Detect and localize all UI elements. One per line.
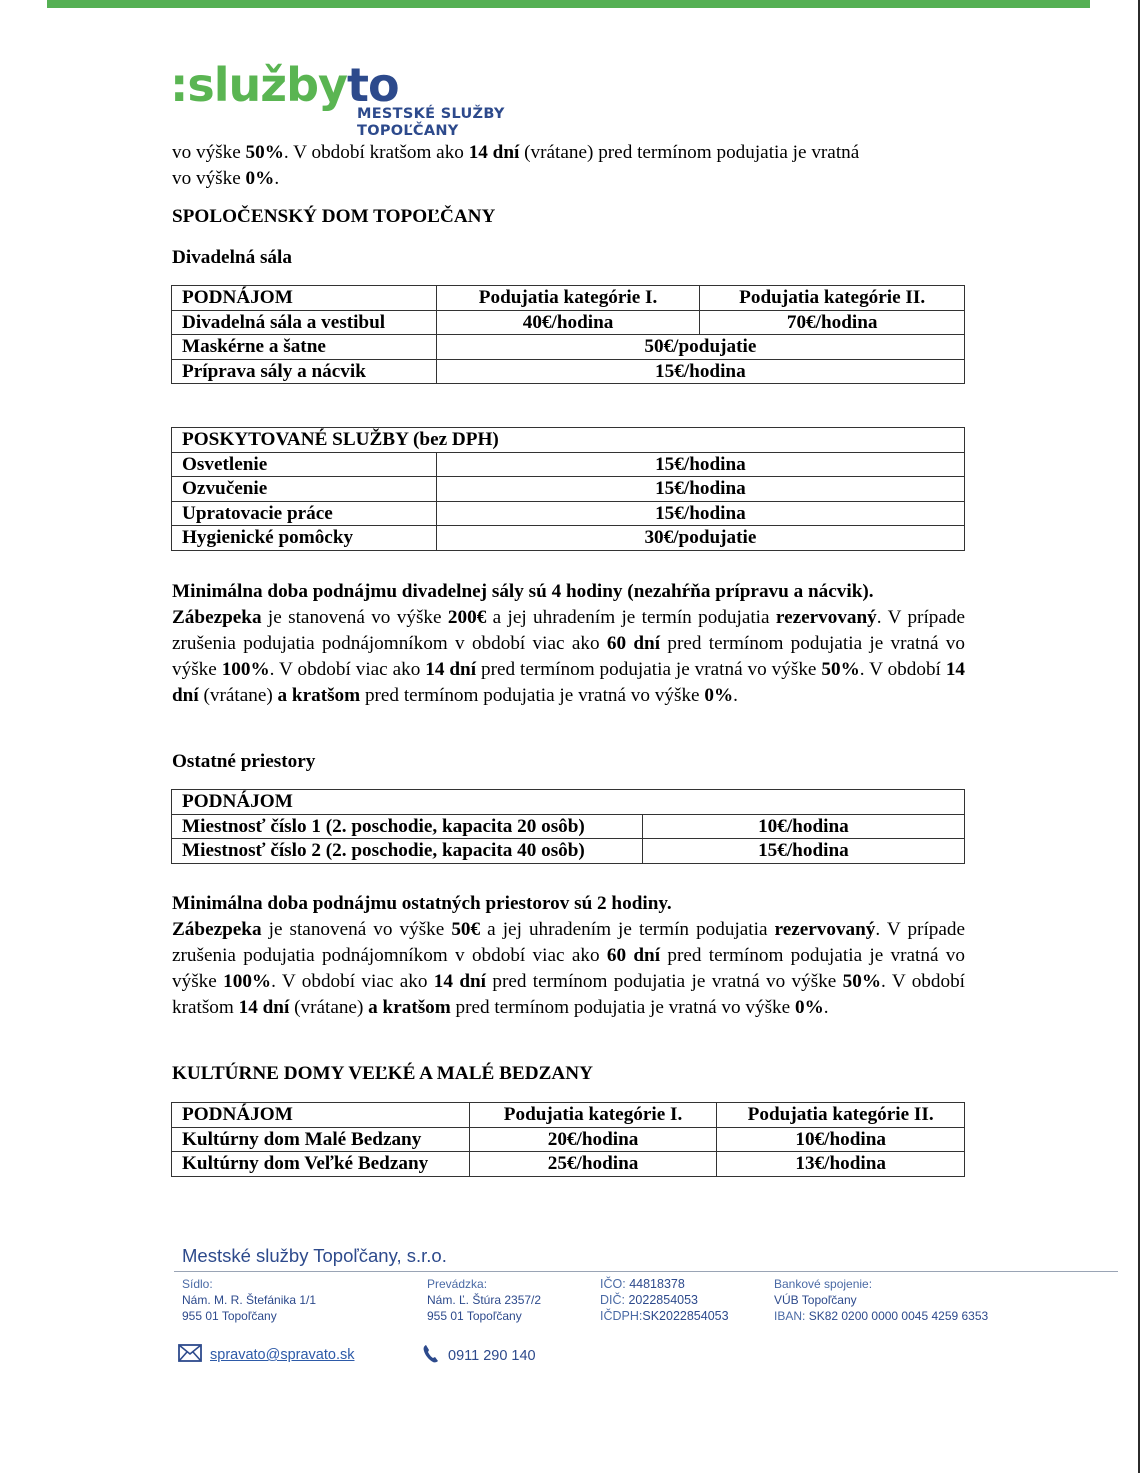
- row-name: Osvetlenie: [172, 452, 437, 477]
- price: 30€/podujatie: [436, 526, 964, 551]
- row-name: Miestnosť číslo 2 (2. poschodie, kapacita 40 osôb): [172, 839, 643, 864]
- footer-ids: IČO: 44818378 DIČ: 2022854053 IČDPH:SK2022854053: [600, 1277, 729, 1323]
- price: 15€/hodina: [436, 477, 964, 502]
- table-row: [172, 359, 965, 384]
- header-cell: Podujatia kategórie II.: [717, 1103, 965, 1128]
- theatre-terms-paragraph: Minimálna doba podnájmu divadelnej sály sú 4 hodiny (nezahŕňa prípravu a nácvik). Zábezpeka je stanovená vo výške 200€ a jej uhradením je termín podujatia rezervovaný. V prípade zrušenia podujatia podnájomníkom v období viac ako 60 dní pred termínom podujatia je vratná vo výške 100%. V období viac ako 14 dní pred termínom podujatia je vratná vo výške 50%. V období 14 dní (vrátane) a kratšom pred termínom podujatia je vratná vo výške 0%.: [172, 581, 965, 706]
- header-cell: Podujatia kategórie I.: [436, 286, 700, 311]
- row-name: Maskérne a šatne: [172, 335, 437, 360]
- subtitle-ostatne-priestory: Ostatné priestory: [172, 751, 316, 772]
- envelope-icon: [178, 1344, 202, 1366]
- row-name: Hygienické pomôcky: [172, 526, 437, 551]
- table-row: [172, 452, 965, 477]
- min-rental-text: Minimálna doba podnájmu divadelnej sály sú 4 hodiny (nezahŕňa prípravu a nácvik).: [172, 581, 874, 602]
- price: 15€/hodina: [436, 452, 964, 477]
- table-header-row: [172, 428, 965, 453]
- rental-table-bedzany: [171, 1102, 965, 1177]
- table-row: [172, 839, 965, 864]
- table-row: [172, 501, 965, 526]
- row-name: Kultúrny dom Malé Bedzany: [172, 1127, 470, 1152]
- table-header-row: [172, 790, 965, 815]
- logo-sub-line2: TOPOĽČANY: [357, 123, 459, 139]
- row-name: Upratovacie práce: [172, 501, 437, 526]
- table-row: [172, 814, 965, 839]
- logo-sub-line1: MESTSKÉ SLUŽBY: [357, 106, 505, 122]
- row-name: Kultúrny dom Veľké Bedzany: [172, 1152, 470, 1177]
- footer-phone: [422, 1344, 536, 1368]
- row-name: Príprava sály a nácvik: [172, 359, 437, 384]
- section-title-spolocensky-dom: SPOLOČENSKÝ DOM TOPOĽČANY: [172, 206, 496, 227]
- table-row: [172, 310, 965, 335]
- price-cat2: 13€/hodina: [717, 1152, 965, 1177]
- price-cat1: 40€/hodina: [436, 310, 700, 335]
- table-row: [172, 335, 965, 360]
- other-rooms-terms-paragraph: Minimálna doba podnájmu ostatných priestorov sú 2 hodiny. Zábezpeka je stanovená vo výške 50€ a jej uhradením je termín podujatia rezervovaný. V prípade zrušenia podujatia podnájomníkom v období viac ako 60 dní pred termínom podujatia je vratná vo výške 100%. V období viac ako 14 dní pred termínom podujatia je vratná vo výške 50%. V období kratšom 14 dní (vrátane) a kratšom pred termínom podujatia je vratná vo výške 0%.: [172, 893, 965, 1018]
- email-link[interactable]: spravato@spravato.sk: [210, 1347, 355, 1363]
- footer-divider: [174, 1271, 1118, 1272]
- phone-number: 0911 290 140: [448, 1348, 536, 1364]
- table-header-row: [172, 1103, 965, 1128]
- services-table: [171, 427, 965, 551]
- rental-table-theatre: [171, 285, 965, 384]
- price-cat1: 20€/hodina: [469, 1127, 717, 1152]
- logo-prefix: :služby: [170, 58, 347, 112]
- row-name: Ozvučenie: [172, 477, 437, 502]
- logo-suffix: to: [346, 58, 399, 112]
- table-row: [172, 477, 965, 502]
- header-cell: PODNÁJOM: [172, 1103, 470, 1128]
- section-title-bedzany: KULTÚRNE DOMY VEĽKÉ A MALÉ BEDZANY: [172, 1063, 593, 1084]
- footer-email: [178, 1344, 354, 1366]
- price: 15€/hodina: [436, 359, 964, 384]
- price: 10€/hodina: [642, 814, 964, 839]
- table-header-row: [172, 286, 965, 311]
- table-row: [172, 1127, 965, 1152]
- company-logo: [170, 58, 505, 139]
- header-cell: POSKYTOVANÉ SLUŽBY (bez DPH): [172, 428, 965, 453]
- footer-bank: Bankové spojenie: VÚB Topoľčany IBAN: SK82 0200 0000 0045 4259 6353: [774, 1277, 989, 1323]
- price-cat1: 25€/hodina: [469, 1152, 717, 1177]
- price: 15€/hodina: [642, 839, 964, 864]
- rental-table-other-rooms: [171, 789, 965, 864]
- price: 50€/podujatie: [436, 335, 964, 360]
- footer-company-name: Mestské služby Topoľčany, s.r.o.: [182, 1245, 447, 1266]
- top-accent-bar: [47, 0, 1090, 8]
- header-cell: Podujatia kategórie I.: [469, 1103, 717, 1128]
- table-row: [172, 1152, 965, 1177]
- row-name: Miestnosť číslo 1 (2. poschodie, kapacita 20 osôb): [172, 814, 643, 839]
- row-name: Divadelná sála a vestibul: [172, 310, 437, 335]
- header-cell: PODNÁJOM: [172, 790, 965, 815]
- min-rental-text: Minimálna doba podnájmu ostatných priestorov sú 2 hodiny.: [172, 893, 672, 914]
- header-cell: Podujatia kategórie II.: [700, 286, 965, 311]
- subtitle-divadelna-sala: Divadelná sála: [172, 247, 292, 268]
- price: 15€/hodina: [436, 501, 964, 526]
- phone-icon: [422, 1344, 440, 1368]
- price-cat2: 10€/hodina: [717, 1127, 965, 1152]
- logo-subtitle: [357, 106, 505, 140]
- price-cat2: 70€/hodina: [700, 310, 965, 335]
- footer-seat: Sídlo: Nám. M. R. Štefánika 1/1 955 01 Topoľčany: [182, 1277, 317, 1323]
- header-cell: PODNÁJOM: [172, 286, 437, 311]
- intro-paragraph: vo výške 50%. V období kratšom ako 14 dní (vrátane) pred termínom podujatia je vratná vo výške 0%.: [172, 142, 860, 189]
- table-row: [172, 526, 965, 551]
- footer-operation: Prevádzka: Nám. Ľ. Štúra 2357/2 955 01 Topoľčany: [427, 1277, 542, 1323]
